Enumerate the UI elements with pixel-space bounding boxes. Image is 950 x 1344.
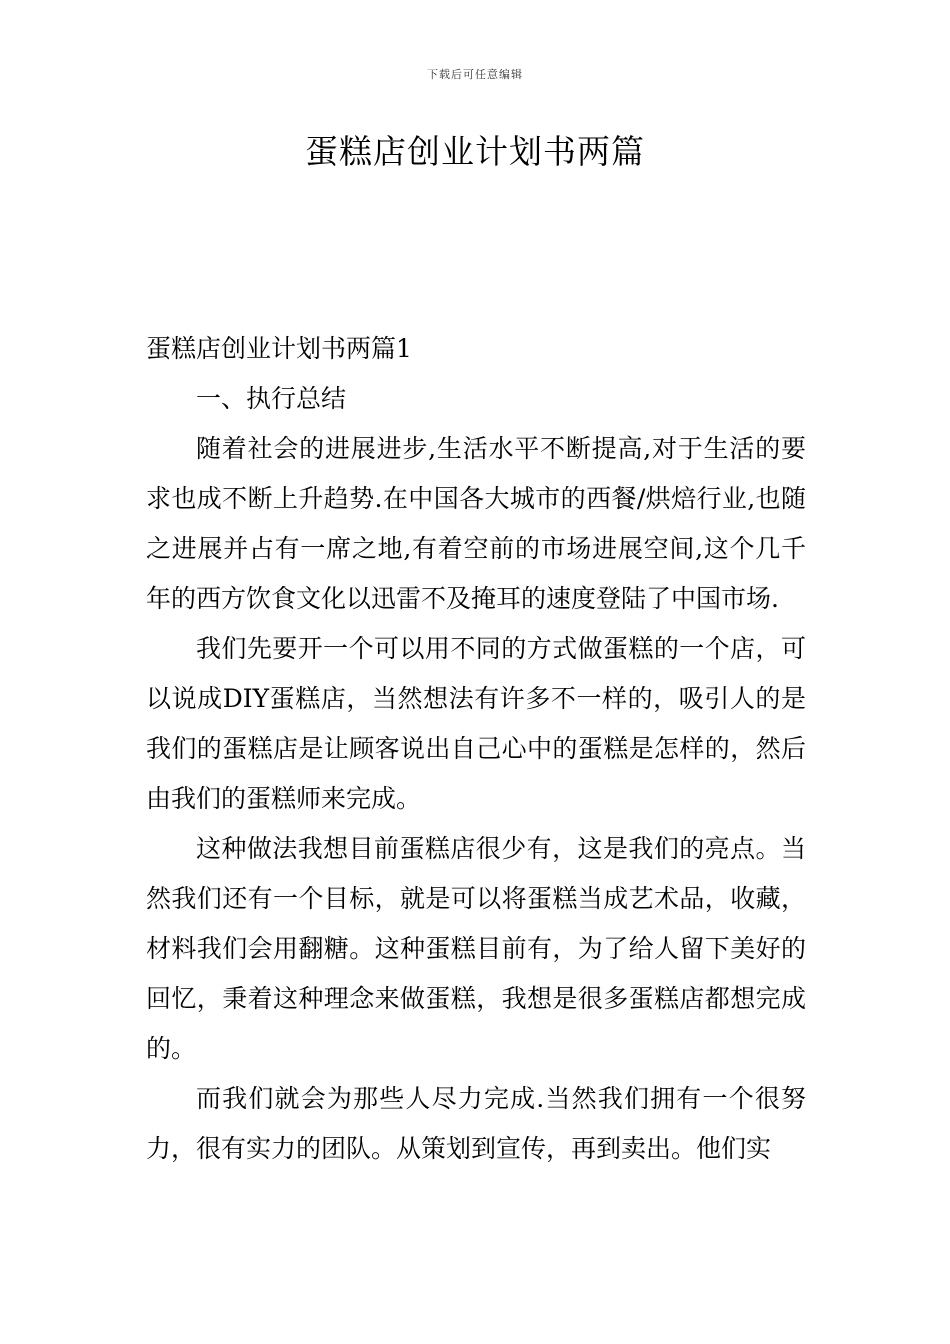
section-title: 蛋糕店创业计划书两篇1 [146,334,412,363]
header-note: 下载后可任意编辑 [427,68,523,81]
paragraph: 这种做法我想目前蛋糕店很少有，这是我们的亮点。当然我们还有一个目标，就是可以将蛋糕当成艺术品，收藏，材料我们会用翻糖。这种蛋糕目前有，为了给人留下美好的回忆，秉着这种理念来做蛋糕，我想是很多蛋糕店都想完成的。 [146,834,806,1063]
paragraph: 我们先要开一个可以用不同的方式做蛋糕的一个店，可以说成DIY蛋糕店，当然想法有许多不一样的，吸引人的是我们的蛋糕店是让顾客说出自己心中的蛋糕是怎样的，然后由我们的蛋糕师来完成。 [146,634,806,813]
paragraph: 而我们就会为那些人尽力完成.当然我们拥有一个很努力，很有实力的团队。从策划到宣传，再到卖出。他们实 [146,1084,806,1163]
paragraph: 随着社会的进展进步,生活水平不断提高,对于生活的要求也成不断上升趋势.在中国各大城市的西餐/烘焙行业,也随之进展并占有一席之地,有着空前的市场进展空间,这个几千年的西方饮食文化以迅雷不及掩耳的速度登陆了中国市场. [146,434,806,613]
document-title: 蛋糕店创业计划书两篇 [305,132,645,171]
section-heading: 一、执行总结 [196,384,347,413]
document-body [146,324,806,1174]
